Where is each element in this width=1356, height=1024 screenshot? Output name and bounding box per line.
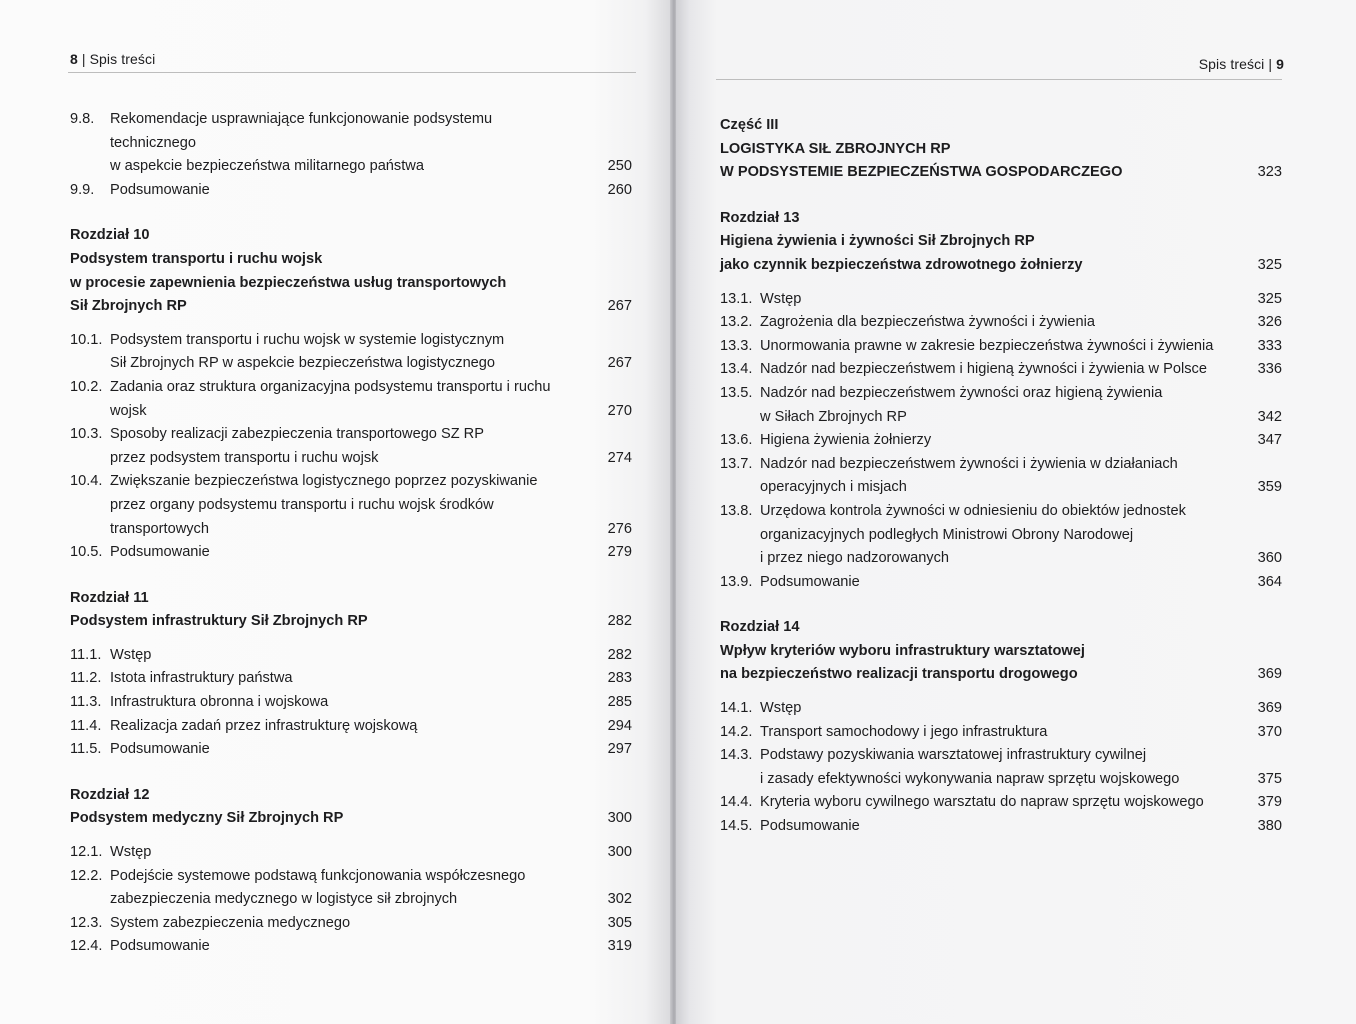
entry-title-line: Nadzór nad bezpieczeństwem i higieną żywności i żywienia w Polsce [760,361,1207,378]
entry-number: 12.4. [70,938,103,955]
chapter-title-line: jako czynnik bezpieczeństwa zdrowotnego żołnierzy [720,256,1083,273]
chapter-entries [70,644,632,762]
entry-page-number: 285 [607,694,632,711]
chapter-heading[interactable] [720,616,1282,687]
entry-page-number: 359 [1257,479,1282,496]
entry-number: 13.5. [720,384,753,401]
toc-entry[interactable] [70,541,632,565]
entry-number: 14.1. [720,700,753,717]
chapter-page-number: 325 [1257,256,1282,273]
chapter-label: Część III [720,117,779,133]
entry-number: 14.4. [720,794,753,811]
chapter-heading[interactable] [70,784,632,831]
entry-page-number: 282 [607,646,632,663]
continued-entries [70,108,632,202]
entry-title-line: Unormowania prawne w zakresie bezpieczeństwa żywności i żywienia [760,337,1214,354]
entry-title-line: Nadzór nad bezpieczeństwem żywności i żywienia w działaniach [760,455,1178,472]
entry-title-line: Podsumowanie [760,573,860,590]
entry-title-line: Rekomendacje usprawniające funkcjonowanie podsystemu technicznego [110,111,493,151]
toc-entry[interactable] [70,644,632,668]
entry-title-line: Podsumowanie [110,938,210,955]
entry-number: 13.1. [720,290,753,307]
toc-entry[interactable] [70,179,632,203]
entry-page-number: 326 [1257,314,1282,331]
entry-title-line: Podsumowanie [110,181,210,198]
toc-entry[interactable] [70,423,632,470]
entry-page-number: 364 [1257,573,1282,590]
entry-page-number: 370 [1257,723,1282,740]
chapter-entries [720,697,1282,839]
separator: | [1264,56,1277,72]
entry-title-line: Podstawy pozyskiwania warsztatowej infrastruktury cywilnej [760,747,1147,764]
entry-number: 10.3. [70,426,103,443]
chapter-entries [70,329,632,565]
toc-entry[interactable] [720,288,1282,312]
entry-number: 10.5. [70,544,103,561]
entry-number: 9.9. [70,181,95,198]
entry-number: 13.3. [720,337,753,354]
entry-number: 14.3. [720,747,753,764]
entry-number: 14.5. [720,818,753,835]
toc-entry[interactable] [720,791,1282,815]
entry-title-line: Zadania oraz struktura organizacyjna podsystemu transportu i ruchu wojsk [110,378,551,419]
chapter-title-line: Podsystem medyczny Sił Zbrojnych RP [70,810,344,827]
toc-entry[interactable] [70,376,632,423]
entry-title-line: zabezpieczenia medycznego w logistyce sił zbrojnych [110,891,458,908]
entry-number: 12.2. [70,867,103,884]
chapter-label: Rozdział 13 [720,209,800,226]
running-head-title: Spis treści [1198,56,1265,72]
chapter-title-line: Podsystem infrastruktury Sił Zbrojnych RP [70,613,368,630]
entry-title-line: w Siłach Zbrojnych RP [760,408,907,425]
chapter-entries [70,841,632,959]
entry-page-number: 380 [1257,818,1282,835]
toc-entry[interactable] [720,697,1282,721]
toc-entry[interactable] [720,815,1282,839]
entry-title-line: Zagrożenia dla bezpieczeństwa żywności i żywienia [760,314,1096,331]
toc-entry[interactable] [70,667,632,691]
entry-number: 13.8. [720,502,753,519]
entry-page-number: 302 [607,891,632,908]
chapter-page-number: 267 [607,298,632,315]
entry-number: 11.2. [70,670,102,687]
entry-number: 14.2. [720,723,753,740]
toc-entry[interactable] [720,744,1282,791]
chapter-label: Rozdział 14 [720,619,800,636]
page-number: 8 [70,51,78,67]
toc-entry[interactable] [720,571,1282,595]
entry-page-number: 379 [1257,794,1282,811]
table-of-contents-left [70,108,632,959]
entry-title-line: Sposoby realizacji zabezpieczenia transportowego SZ RP [110,426,484,443]
toc-entry[interactable] [720,721,1282,745]
toc-entry[interactable] [720,453,1282,500]
chapter-heading[interactable] [720,207,1282,278]
entry-title-line: Wstęp [760,700,802,717]
entry-page-number: 336 [1257,361,1282,378]
chapter-section [70,224,632,564]
running-head-right [1199,56,1284,72]
chapter-title-line: LOGISTYKA SIŁ ZBROJNYCH RP [720,140,951,157]
toc-entry[interactable] [70,108,632,179]
chapter-title-line: Wpływ kryteriów wyboru infrastruktury warsztatowej [720,642,1085,659]
chapter-page-number: 282 [607,613,632,630]
toc-entry[interactable] [70,738,632,762]
entry-page-number: 333 [1257,337,1282,354]
entry-page-number: 276 [607,520,632,537]
entry-page-number: 342 [1257,408,1282,425]
part-section [720,114,1282,185]
header-rule [68,72,636,73]
entry-page-number: 297 [607,741,632,758]
chapter-page-number: 323 [1257,164,1282,181]
entry-title-line: Realizacja zadań przez infrastrukturę wojskową [110,717,418,734]
entry-page-number: 375 [1257,770,1282,787]
entry-title-line: Podsumowanie [760,818,860,835]
entry-title-line: Zwiększanie bezpieczeństwa logistycznego poprzez pozyskiwanie [110,473,538,490]
entry-page-number: 369 [1257,700,1282,717]
entry-page-number: 305 [607,914,632,931]
entry-page-number: 325 [1257,290,1282,307]
chapter-title-line: Sił Zbrojnych RP [70,298,187,315]
entry-title-line: Kryteria wyboru cywilnego warsztatu do napraw sprzętu wojskowego [760,794,1204,811]
toc-entry[interactable] [720,358,1282,382]
entry-title-line: Nadzór nad bezpieczeństwem żywności oraz higieną żywienia [760,384,1163,401]
entry-page-number: 260 [607,181,632,198]
entry-title-line: Sił Zbrojnych RP w aspekcie bezpieczeństwa logistycznego [110,355,496,372]
entry-number: 13.2. [720,314,753,331]
entry-title-line: organizacyjnych podległych Ministrowi Obrony Narodowej [760,526,1134,543]
toc-entry[interactable] [720,429,1282,453]
entry-title-line: i przez niego nadzorowanych [760,550,950,567]
entry-title-line: Istota infrastruktury państwa [110,670,293,687]
entry-page-number: 300 [607,844,632,861]
toc-entry[interactable] [720,311,1282,335]
entry-number: 10.1. [70,331,103,348]
table-of-contents-right [720,114,1282,839]
chapter-section [70,784,632,959]
entry-title-line: przez organy podsystemu transportu i ruchu wojsk środków transportowych [110,496,494,537]
entry-page-number: 274 [607,449,632,466]
entry-title-line: Infrastruktura obronna i wojskowa [110,694,329,711]
chapter-entries [720,288,1282,595]
chapter-title-line: W PODSYSTEMIE BEZPIECZEŃSTWA GOSPODARCZEGO [720,164,1123,181]
toc-entry[interactable] [720,382,1282,429]
running-head-title: Spis treści [89,51,156,67]
entry-number: 11.5. [70,741,102,758]
entry-title-line: Urzędowa kontrola żywności w odniesieniu do obiektów jednostek [760,502,1186,519]
toc-entry[interactable] [720,335,1282,359]
chapter-label: Rozdział 10 [70,227,150,244]
entry-title-line: Wstęp [110,844,152,861]
header-rule [716,79,1282,80]
entry-title-line: przez podsystem transportu i ruchu wojsk [110,449,379,466]
entry-title-line: Transport samochodowy i jego infrastruktura [760,723,1048,740]
entry-number: 13.9. [720,573,753,590]
entry-title-line: Wstęp [760,290,802,307]
chapter-page-number: 369 [1257,666,1282,683]
entry-page-number: 347 [1257,432,1282,449]
entry-title-line: w aspekcie bezpieczeństwa militarnego państwa [110,158,424,175]
toc-entry[interactable] [70,841,632,865]
entry-number: 13.4. [720,361,753,378]
entry-number: 11.3. [70,694,102,711]
entry-title-line: Podsystem transportu i ruchu wojsk w systemie logistycznym [110,331,505,348]
entry-page-number: 294 [607,717,632,734]
entry-title-line: Podejście systemowe podstawą funkcjonowania współczesnego [110,867,526,884]
toc-entry[interactable] [70,935,632,959]
entry-page-number: 283 [607,670,632,687]
page-number: 9 [1276,56,1284,72]
toc-entry[interactable] [70,715,632,739]
entry-page-number: 279 [607,544,632,561]
entry-page-number: 267 [607,355,632,372]
separator: | [77,51,90,67]
entry-number: 12.3. [70,914,103,931]
chapter-label: Rozdział 12 [70,786,150,803]
entry-number: 13.7. [720,455,753,472]
entry-page-number: 360 [1257,550,1282,567]
chapter-section [70,587,632,762]
entry-title-line: Podsumowanie [110,741,210,758]
entry-number: 10.4. [70,473,103,490]
entry-title-line: Higiena żywienia żołnierzy [760,432,932,449]
entry-number: 13.6. [720,432,753,449]
toc-entry[interactable] [720,500,1282,571]
chapter-heading[interactable] [70,587,632,634]
chapter-heading[interactable] [720,114,1282,185]
toc-entry[interactable] [70,329,632,376]
entry-page-number: 250 [607,158,632,175]
chapter-title-line: Podsystem transportu i ruchu wojsk [70,250,323,267]
toc-entry[interactable] [70,691,632,715]
chapter-page-number: 300 [607,810,632,827]
toc-entry[interactable] [70,470,632,541]
entry-page-number: 319 [607,938,632,955]
entry-title-line: Wstęp [110,646,152,663]
entry-number: 9.8. [70,111,95,127]
chapter-title-line: w procesie zapewnienia bezpieczeństwa usług transportowych [70,274,507,291]
entry-title-line: Podsumowanie [110,544,210,561]
toc-entry[interactable] [70,912,632,936]
entry-title-line: i zasady efektywności wykonywania napraw sprzętu wojskowego [760,770,1180,787]
entry-page-number: 270 [607,402,632,419]
entry-number: 12.1. [70,844,103,861]
chapter-heading[interactable] [70,224,632,318]
chapter-title-line: na bezpieczeństwo realizacji transportu drogowego [720,666,1078,683]
chapter-section [720,616,1282,838]
chapter-label: Rozdział 11 [70,589,149,606]
chapter-section [720,207,1282,595]
entry-title-line: System zabezpieczenia medycznego [110,914,351,931]
entry-number: 10.2. [70,378,103,395]
running-head-left [70,51,155,67]
entry-title-line: operacyjnych i misjach [760,479,907,496]
entry-number: 11.1. [70,646,102,663]
toc-entry[interactable] [70,865,632,912]
left-page [0,0,672,1024]
chapter-title-line: Higiena żywienia i żywności Sił Zbrojnych RP [720,233,1035,250]
entry-number: 11.4. [70,717,102,734]
